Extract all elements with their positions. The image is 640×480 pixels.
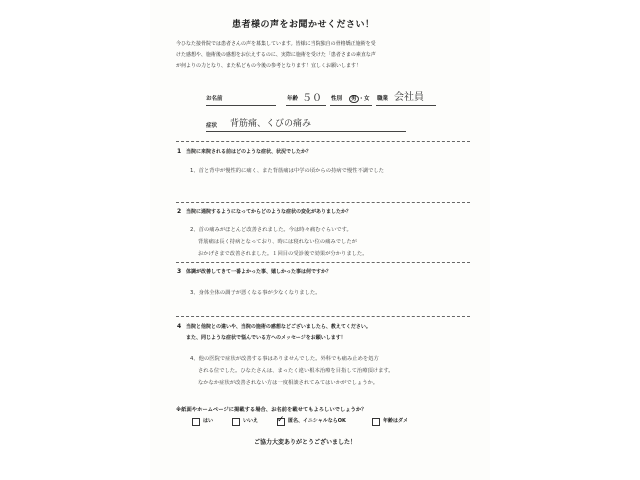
consent-yes-label: はい: [203, 418, 214, 424]
name-label: お名前: [206, 96, 223, 102]
answer-3-line-1: 3、身体全体の調子が悪くなる事が少なくなりました。: [190, 290, 321, 296]
gender-male: 男: [351, 96, 357, 102]
job-label: 職業: [377, 96, 389, 102]
consent-no-age-checkbox[interactable]: [372, 418, 380, 426]
consent-anonymous-checkbox[interactable]: [277, 418, 285, 426]
consent-no-checkbox[interactable]: [232, 418, 240, 426]
job-value: 会社員: [394, 92, 424, 103]
intro-line-1: 今ひなた接骨院では患者さんの声を募集しています。皆様に当院独自の骨格矯正施術を受: [176, 41, 376, 47]
consent-anonymous-label: 匿名、イニシャルならOK: [288, 418, 346, 424]
separator-2: [176, 202, 470, 203]
question-4-text-line-2: また、同じような症状で悩んでいる方へのメッセージをお願いします！: [186, 335, 346, 341]
separator-1: [176, 141, 470, 142]
gender-female: 女: [364, 96, 370, 102]
thank-you-footer: ご協力大変ありがとうございました！: [254, 439, 357, 446]
form-title: 患者様の声をお聞かせください！: [232, 20, 375, 30]
answer-4-line-2: される位でした。ひなたさんは、まったく違い根本治療を目指して治療頂けます。: [198, 368, 394, 374]
question-3-text: 体調が改善してきて一番よかった事、嬉しかった事は何ですか？: [186, 269, 332, 275]
question-3-number: 3: [177, 268, 182, 275]
intro-line-2: けた感想や、施術後の感想をお伝えするのに、実際に施術を受けた「患者さまの素直な声: [176, 52, 376, 58]
gender-label: 性別: [331, 96, 343, 102]
separator-4: [176, 316, 470, 317]
symptom-underline: [206, 131, 406, 132]
question-1-text: 当院に来院される前はどのような症状、状況でしたか？: [186, 149, 312, 155]
gender-options: [349, 97, 370, 103]
symptom-label: 症状: [206, 123, 218, 129]
question-1-number: 1: [177, 148, 182, 155]
question-2-number: 2: [177, 208, 182, 215]
question-4-number: 4: [177, 323, 182, 330]
job-underline: [376, 105, 436, 106]
intro-line-3: が何よりの力となり、また私どもの今後の参考となります！宜しくお願いします！: [176, 63, 362, 69]
gender-underline: [330, 105, 372, 106]
consent-no-label: いいえ: [243, 418, 259, 424]
answer-4-line-1: 4、他の医院で症状が改善する事はありませんでした。外科でも痛み止めを処方: [190, 356, 379, 362]
separator-3: [176, 262, 470, 263]
question-2-text: 当院に通院するようになってからどのような症状の変化がありましたか？: [186, 209, 352, 215]
name-underline: [206, 105, 276, 106]
symptom-value: 背筋痛、くびの痛み: [230, 119, 312, 129]
age-value: ５０: [302, 93, 322, 104]
consent-question: ※紙面やホームページに掲載する場合、お名前を載せてもよろしいでしょうか？: [176, 407, 367, 413]
answer-1-line-1: 1、首と背中が慢性的に痛く、また背筋痛は中学の頃からの持病で慢性不調でした: [190, 168, 384, 174]
question-4-text-line-1: 当院と他院との違いや、当院の施術の感想などございましたら、教えてください。: [186, 324, 371, 330]
answer-2-line-2: 背筋痛は長く持病となっており、時には寝れない位の痛みでしたが: [198, 239, 357, 245]
consent-yes-checkbox[interactable]: [192, 418, 200, 426]
answer-2-line-3: おかげさまで改善されました。１回目の受診後で効果が分かりました。: [198, 251, 368, 257]
answer-4-line-3: なかなか症状が改善されない方は一度相談されてみてはいかがでしょうか。: [198, 380, 379, 386]
consent-no-age-label: 年齢はダメ: [383, 418, 409, 424]
answer-2-line-1: 2、首の痛みがほとんど改善されました。今は時々痛むぐらいです。: [190, 227, 352, 233]
age-underline: [286, 105, 326, 106]
age-label: 年齢: [287, 96, 299, 102]
gender-separator: ・: [358, 96, 365, 102]
